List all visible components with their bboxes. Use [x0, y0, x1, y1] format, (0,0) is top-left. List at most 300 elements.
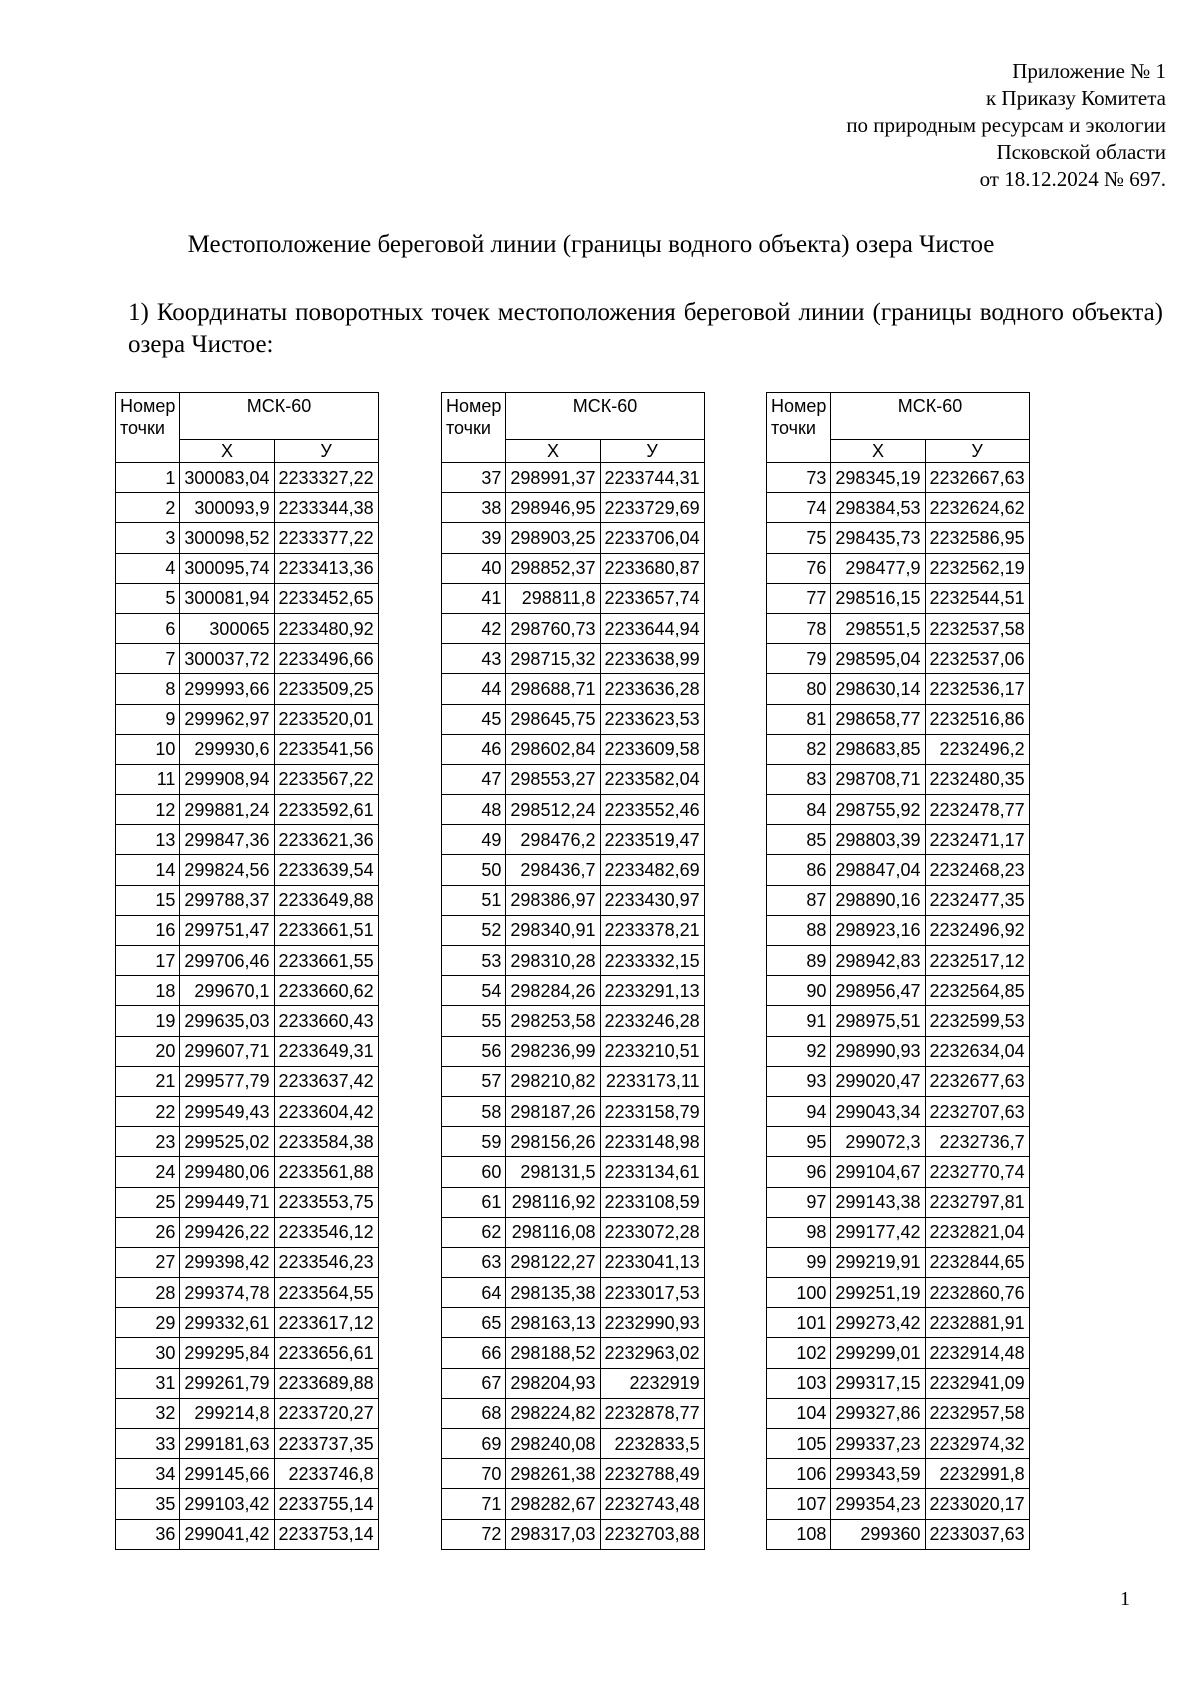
y-coordinate-cell: 2233020,17: [925, 1489, 1029, 1519]
x-coordinate-cell: 298135,38: [506, 1278, 600, 1308]
table-row: [116, 764, 379, 794]
x-coordinate-cell: 300083,04: [180, 463, 274, 493]
table-row: [442, 915, 705, 945]
y-coordinate-cell: 2233636,28: [600, 674, 704, 704]
table-row: [442, 1308, 705, 1338]
y-coordinate-cell: 2233520,01: [274, 704, 378, 734]
x-coordinate-cell: 298310,28: [506, 946, 600, 976]
table-row: [767, 1429, 1030, 1459]
table-row: [116, 1066, 379, 1096]
y-coordinate-cell: 2233108,59: [600, 1187, 704, 1217]
point-number-cell: 60: [442, 1157, 506, 1187]
point-number-cell: 1: [116, 463, 180, 493]
x-coordinate-cell: 299354,23: [831, 1489, 925, 1519]
y-coordinate-cell: 2233609,58: [600, 734, 704, 764]
section-heading: 1) Координаты поворотных точек местоположения береговой линии (границы водного объекта) озера Чистое:: [128, 299, 1163, 358]
table-row: [767, 704, 1030, 734]
table-row: [767, 915, 1030, 945]
y-coordinate-cell: 2233378,21: [600, 915, 704, 945]
x-coordinate-cell: 298253,58: [506, 1006, 600, 1036]
x-coordinate-cell: 299788,37: [180, 885, 274, 915]
point-number-cell: 30: [116, 1338, 180, 1368]
x-coordinate-cell: 299962,97: [180, 704, 274, 734]
table-row: [442, 1096, 705, 1126]
x-coordinate-cell: 299295,84: [180, 1338, 274, 1368]
point-number-cell: 32: [116, 1398, 180, 1428]
x-coordinate-cell: 299751,47: [180, 915, 274, 945]
x-coordinate-cell: 299104,67: [831, 1157, 925, 1187]
table-row: [442, 674, 705, 704]
point-number-cell: 26: [116, 1217, 180, 1247]
y-coordinate-cell: 2233753,14: [274, 1519, 378, 1549]
table-row: [442, 1217, 705, 1247]
point-number-cell: 21: [116, 1066, 180, 1096]
point-number-cell: 45: [442, 704, 506, 734]
table-row: [116, 1489, 379, 1519]
table-row: [767, 1308, 1030, 1338]
table-row: [116, 976, 379, 1006]
x-coordinate-cell: 299449,71: [180, 1187, 274, 1217]
table-row: [116, 885, 379, 915]
table-row: [767, 1459, 1030, 1489]
y-coordinate-cell: 2232564,85: [925, 976, 1029, 1006]
point-number-cell: 55: [442, 1006, 506, 1036]
table-row: [116, 1368, 379, 1398]
y-coordinate-cell: 2232963,02: [600, 1338, 704, 1368]
x-coordinate-cell: 298595,04: [831, 644, 925, 674]
table-row: [116, 1247, 379, 1277]
point-number-cell: 43: [442, 644, 506, 674]
point-number-cell: 40: [442, 553, 506, 583]
table-row: [116, 553, 379, 583]
table-row: [767, 764, 1030, 794]
point-number-cell: 93: [767, 1066, 831, 1096]
point-number-cell: 62: [442, 1217, 506, 1247]
table-row: [116, 855, 379, 885]
x-coordinate-cell: 300095,74: [180, 553, 274, 583]
y-coordinate-cell: 2232624,62: [925, 493, 1029, 523]
header-point-number: Номер точки: [116, 393, 180, 463]
point-number-cell: 41: [442, 583, 506, 613]
y-coordinate-cell: 2233480,92: [274, 613, 378, 643]
x-coordinate-cell: 299103,42: [180, 1489, 274, 1519]
y-coordinate-cell: 2233037,63: [925, 1519, 1029, 1549]
table-row: [442, 644, 705, 674]
y-coordinate-cell: 2233746,8: [274, 1459, 378, 1489]
point-number-cell: 24: [116, 1157, 180, 1187]
x-coordinate-cell: 298317,03: [506, 1519, 600, 1549]
point-number-cell: 90: [767, 976, 831, 1006]
x-coordinate-cell: 298990,93: [831, 1036, 925, 1066]
table-row: [116, 674, 379, 704]
x-coordinate-cell: 298435,73: [831, 523, 925, 553]
table-row: [767, 976, 1030, 1006]
point-number-cell: 12: [116, 795, 180, 825]
table-row: [116, 704, 379, 734]
table-row: [767, 795, 1030, 825]
x-coordinate-cell: 298476,2: [506, 825, 600, 855]
table-row: [767, 1036, 1030, 1066]
y-coordinate-cell: 2233737,35: [274, 1429, 378, 1459]
x-coordinate-cell: 298645,75: [506, 704, 600, 734]
y-coordinate-cell: 2233072,28: [600, 1217, 704, 1247]
point-number-cell: 17: [116, 946, 180, 976]
point-number-cell: 61: [442, 1187, 506, 1217]
y-coordinate-cell: 2233661,51: [274, 915, 378, 945]
table-row: [767, 1519, 1030, 1549]
table-row: [767, 1217, 1030, 1247]
y-coordinate-cell: 2233332,15: [600, 946, 704, 976]
table-row: [116, 915, 379, 945]
point-number-cell: 91: [767, 1006, 831, 1036]
table-row: [116, 1036, 379, 1066]
x-coordinate-cell: 298658,77: [831, 704, 925, 734]
y-coordinate-cell: 2232544,51: [925, 583, 1029, 613]
table-row: [116, 523, 379, 553]
y-coordinate-cell: 2232881,91: [925, 1308, 1029, 1338]
table-row: [767, 1398, 1030, 1428]
y-coordinate-cell: 2232634,04: [925, 1036, 1029, 1066]
table-row: [116, 1157, 379, 1187]
header-y: У: [600, 440, 704, 463]
point-number-cell: 31: [116, 1368, 180, 1398]
header-coordinate-system: МСК-60: [831, 393, 1029, 440]
table-row: [767, 674, 1030, 704]
y-coordinate-cell: 2233546,12: [274, 1217, 378, 1247]
x-coordinate-cell: 298630,14: [831, 674, 925, 704]
point-number-cell: 59: [442, 1127, 506, 1157]
y-coordinate-cell: 2232821,04: [925, 1217, 1029, 1247]
y-coordinate-cell: 2233519,47: [600, 825, 704, 855]
x-coordinate-cell: 299847,36: [180, 825, 274, 855]
y-coordinate-cell: 2233720,27: [274, 1398, 378, 1428]
x-coordinate-cell: 298760,73: [506, 613, 600, 643]
x-coordinate-cell: 300093,9: [180, 493, 274, 523]
x-coordinate-cell: 298683,85: [831, 734, 925, 764]
point-number-cell: 98: [767, 1217, 831, 1247]
x-coordinate-cell: 298903,25: [506, 523, 600, 553]
y-coordinate-cell: 2232677,63: [925, 1066, 1029, 1096]
point-number-cell: 66: [442, 1338, 506, 1368]
y-coordinate-cell: 2233660,62: [274, 976, 378, 1006]
point-number-cell: 83: [767, 764, 831, 794]
table-row: [442, 1157, 705, 1187]
y-coordinate-cell: 2233344,38: [274, 493, 378, 523]
point-number-cell: 70: [442, 1459, 506, 1489]
x-coordinate-cell: 299145,66: [180, 1459, 274, 1489]
header-coordinate-system: МСК-60: [506, 393, 704, 440]
appendix-line: по природным ресурсам и экологии: [846, 113, 1166, 137]
point-number-cell: 78: [767, 613, 831, 643]
table-row: [442, 855, 705, 885]
y-coordinate-cell: 2232797,81: [925, 1187, 1029, 1217]
point-number-cell: 79: [767, 644, 831, 674]
table-row: [442, 1006, 705, 1036]
table-row: [767, 523, 1030, 553]
point-number-cell: 97: [767, 1187, 831, 1217]
table-row: [767, 885, 1030, 915]
coordinates-table-2: [441, 392, 705, 1550]
x-coordinate-cell: 299480,06: [180, 1157, 274, 1187]
point-number-cell: 73: [767, 463, 831, 493]
table-row: [442, 1036, 705, 1066]
y-coordinate-cell: 2233680,87: [600, 553, 704, 583]
y-coordinate-cell: 2233755,14: [274, 1489, 378, 1519]
header-point-number: Номер точки: [767, 393, 831, 463]
x-coordinate-cell: 298551,5: [831, 613, 925, 643]
point-number-cell: 85: [767, 825, 831, 855]
y-coordinate-cell: 2232478,77: [925, 795, 1029, 825]
x-coordinate-cell: 299219,91: [831, 1247, 925, 1277]
x-coordinate-cell: 298122,27: [506, 1247, 600, 1277]
y-coordinate-cell: 2232736,7: [925, 1127, 1029, 1157]
table-row: [116, 1127, 379, 1157]
table-row: [442, 825, 705, 855]
x-coordinate-cell: 298755,92: [831, 795, 925, 825]
x-coordinate-cell: 299993,66: [180, 674, 274, 704]
point-number-cell: 75: [767, 523, 831, 553]
table-row: [442, 734, 705, 764]
y-coordinate-cell: 2233509,25: [274, 674, 378, 704]
y-coordinate-cell: 2232586,95: [925, 523, 1029, 553]
y-coordinate-cell: 2233657,74: [600, 583, 704, 613]
table-row: [767, 583, 1030, 613]
y-coordinate-cell: 2233246,28: [600, 1006, 704, 1036]
y-coordinate-cell: 2232788,49: [600, 1459, 704, 1489]
point-number-cell: 4: [116, 553, 180, 583]
x-coordinate-cell: 299635,03: [180, 1006, 274, 1036]
header-x: Х: [180, 440, 274, 463]
point-number-cell: 77: [767, 583, 831, 613]
y-coordinate-cell: 2232599,53: [925, 1006, 1029, 1036]
y-coordinate-cell: 2232990,93: [600, 1308, 704, 1338]
x-coordinate-cell: 298156,26: [506, 1127, 600, 1157]
y-coordinate-cell: 2232844,65: [925, 1247, 1029, 1277]
y-coordinate-cell: 2233430,97: [600, 885, 704, 915]
table-row: [442, 1187, 705, 1217]
point-number-cell: 65: [442, 1308, 506, 1338]
x-coordinate-cell: 300081,94: [180, 583, 274, 613]
y-coordinate-cell: 2233327,22: [274, 463, 378, 493]
table-row: [442, 523, 705, 553]
y-coordinate-cell: 2233482,69: [600, 855, 704, 885]
y-coordinate-cell: 2232667,63: [925, 463, 1029, 493]
point-number-cell: 13: [116, 825, 180, 855]
x-coordinate-cell: 300065: [180, 613, 274, 643]
table-row: [442, 1459, 705, 1489]
y-coordinate-cell: 2233158,79: [600, 1096, 704, 1126]
x-coordinate-cell: 298847,04: [831, 855, 925, 885]
x-coordinate-cell: 298946,95: [506, 493, 600, 523]
x-coordinate-cell: 298436,7: [506, 855, 600, 885]
y-coordinate-cell: 2233638,99: [600, 644, 704, 674]
table-row: [442, 976, 705, 1006]
point-number-cell: 11: [116, 764, 180, 794]
point-number-cell: 14: [116, 855, 180, 885]
y-coordinate-cell: 2232991,8: [925, 1459, 1029, 1489]
point-number-cell: 52: [442, 915, 506, 945]
table-row: [116, 493, 379, 523]
page-number: 1: [1120, 1588, 1130, 1610]
x-coordinate-cell: 298811,8: [506, 583, 600, 613]
point-number-cell: 10: [116, 734, 180, 764]
x-coordinate-cell: 299041,42: [180, 1519, 274, 1549]
table-row: [767, 463, 1030, 493]
y-coordinate-cell: 2232957,58: [925, 1398, 1029, 1428]
table-row: [767, 855, 1030, 885]
point-number-cell: 34: [116, 1459, 180, 1489]
x-coordinate-cell: 299143,38: [831, 1187, 925, 1217]
y-coordinate-cell: 2232536,17: [925, 674, 1029, 704]
header-y: У: [274, 440, 378, 463]
y-coordinate-cell: 2233552,46: [600, 795, 704, 825]
point-number-cell: 84: [767, 795, 831, 825]
table-row: [116, 1398, 379, 1428]
x-coordinate-cell: 299426,22: [180, 1217, 274, 1247]
table-row: [767, 1157, 1030, 1187]
point-number-cell: 104: [767, 1398, 831, 1428]
y-coordinate-cell: 2232878,77: [600, 1398, 704, 1428]
point-number-cell: 7: [116, 644, 180, 674]
appendix-note: [846, 58, 1166, 193]
table-row: [116, 1429, 379, 1459]
point-number-cell: 23: [116, 1127, 180, 1157]
x-coordinate-cell: 298131,5: [506, 1157, 600, 1187]
point-number-cell: 36: [116, 1519, 180, 1549]
y-coordinate-cell: 2232941,09: [925, 1368, 1029, 1398]
appendix-line: Псковской области: [996, 140, 1166, 164]
y-coordinate-cell: 2233377,22: [274, 523, 378, 553]
y-coordinate-cell: 2232919: [600, 1368, 704, 1398]
x-coordinate-cell: 298386,97: [506, 885, 600, 915]
x-coordinate-cell: 298975,51: [831, 1006, 925, 1036]
x-coordinate-cell: 299181,63: [180, 1429, 274, 1459]
table-row: [116, 1519, 379, 1549]
point-number-cell: 2: [116, 493, 180, 523]
x-coordinate-cell: 298384,53: [831, 493, 925, 523]
x-coordinate-cell: 299881,24: [180, 795, 274, 825]
x-coordinate-cell: 298602,84: [506, 734, 600, 764]
table-row: [442, 1278, 705, 1308]
table-row: [442, 1368, 705, 1398]
table-row: [116, 644, 379, 674]
x-coordinate-cell: 298688,71: [506, 674, 600, 704]
y-coordinate-cell: 2233210,51: [600, 1036, 704, 1066]
y-coordinate-cell: 2233744,31: [600, 463, 704, 493]
x-coordinate-cell: 298516,15: [831, 583, 925, 613]
appendix-line: к Приказу Комитета: [985, 86, 1166, 110]
y-coordinate-cell: 2233173,11: [600, 1066, 704, 1096]
x-coordinate-cell: 299072,3: [831, 1127, 925, 1157]
point-number-cell: 96: [767, 1157, 831, 1187]
x-coordinate-cell: 298116,92: [506, 1187, 600, 1217]
point-number-cell: 107: [767, 1489, 831, 1519]
point-number-cell: 67: [442, 1368, 506, 1398]
x-coordinate-cell: 298284,26: [506, 976, 600, 1006]
table-row: [442, 463, 705, 493]
x-coordinate-cell: 298282,67: [506, 1489, 600, 1519]
x-coordinate-cell: 299824,56: [180, 855, 274, 885]
table-row: [116, 1006, 379, 1036]
x-coordinate-cell: 299214,8: [180, 1398, 274, 1428]
point-number-cell: 94: [767, 1096, 831, 1126]
y-coordinate-cell: 2233541,56: [274, 734, 378, 764]
table-row: [767, 613, 1030, 643]
point-number-cell: 72: [442, 1519, 506, 1549]
table-row: [767, 946, 1030, 976]
appendix-line: от 18.12.2024 № 697.: [979, 167, 1166, 191]
x-coordinate-cell: 299317,15: [831, 1368, 925, 1398]
x-coordinate-cell: 298261,38: [506, 1459, 600, 1489]
x-coordinate-cell: 299930,6: [180, 734, 274, 764]
y-coordinate-cell: 2233729,69: [600, 493, 704, 523]
coordinates-table-3: [766, 392, 1030, 1550]
x-coordinate-cell: 299398,42: [180, 1247, 274, 1277]
x-coordinate-cell: 298512,24: [506, 795, 600, 825]
y-coordinate-cell: 2233452,65: [274, 583, 378, 613]
y-coordinate-cell: 2232480,35: [925, 764, 1029, 794]
x-coordinate-cell: 300098,52: [180, 523, 274, 553]
point-number-cell: 105: [767, 1429, 831, 1459]
y-coordinate-cell: 2233291,13: [600, 976, 704, 1006]
table-row: [767, 1066, 1030, 1096]
y-coordinate-cell: 2232770,74: [925, 1157, 1029, 1187]
point-number-cell: 9: [116, 704, 180, 734]
y-coordinate-cell: 2232468,23: [925, 855, 1029, 885]
table-row: [767, 1338, 1030, 1368]
y-coordinate-cell: 2233661,55: [274, 946, 378, 976]
x-coordinate-cell: 298187,26: [506, 1096, 600, 1126]
x-coordinate-cell: 298923,16: [831, 915, 925, 945]
point-number-cell: 68: [442, 1398, 506, 1428]
x-coordinate-cell: 299337,23: [831, 1429, 925, 1459]
point-number-cell: 108: [767, 1519, 831, 1549]
point-number-cell: 18: [116, 976, 180, 1006]
x-coordinate-cell: 298852,37: [506, 553, 600, 583]
table-row: [442, 885, 705, 915]
y-coordinate-cell: 2232537,58: [925, 613, 1029, 643]
point-number-cell: 27: [116, 1247, 180, 1277]
x-coordinate-cell: 298210,82: [506, 1066, 600, 1096]
x-coordinate-cell: 298204,93: [506, 1368, 600, 1398]
table-row: [767, 825, 1030, 855]
table-row: [767, 734, 1030, 764]
table-row: [116, 1308, 379, 1338]
point-number-cell: 56: [442, 1036, 506, 1066]
point-number-cell: 80: [767, 674, 831, 704]
header-coordinate-system: МСК-60: [180, 393, 378, 440]
point-number-cell: 89: [767, 946, 831, 976]
table-row: [116, 825, 379, 855]
x-coordinate-cell: 299706,46: [180, 946, 274, 976]
y-coordinate-cell: 2233660,43: [274, 1006, 378, 1036]
y-coordinate-cell: 2232471,17: [925, 825, 1029, 855]
y-coordinate-cell: 2232707,63: [925, 1096, 1029, 1126]
x-coordinate-cell: 298116,08: [506, 1217, 600, 1247]
x-coordinate-cell: 298163,13: [506, 1308, 600, 1338]
point-number-cell: 99: [767, 1247, 831, 1277]
x-coordinate-cell: 298991,37: [506, 463, 600, 493]
table-row: [116, 1459, 379, 1489]
point-number-cell: 95: [767, 1127, 831, 1157]
table-row: [767, 1187, 1030, 1217]
x-coordinate-cell: 298708,71: [831, 764, 925, 794]
y-coordinate-cell: 2232743,48: [600, 1489, 704, 1519]
table-row: [767, 1006, 1030, 1036]
point-number-cell: 82: [767, 734, 831, 764]
y-coordinate-cell: 2233017,53: [600, 1278, 704, 1308]
x-coordinate-cell: 299577,79: [180, 1066, 274, 1096]
